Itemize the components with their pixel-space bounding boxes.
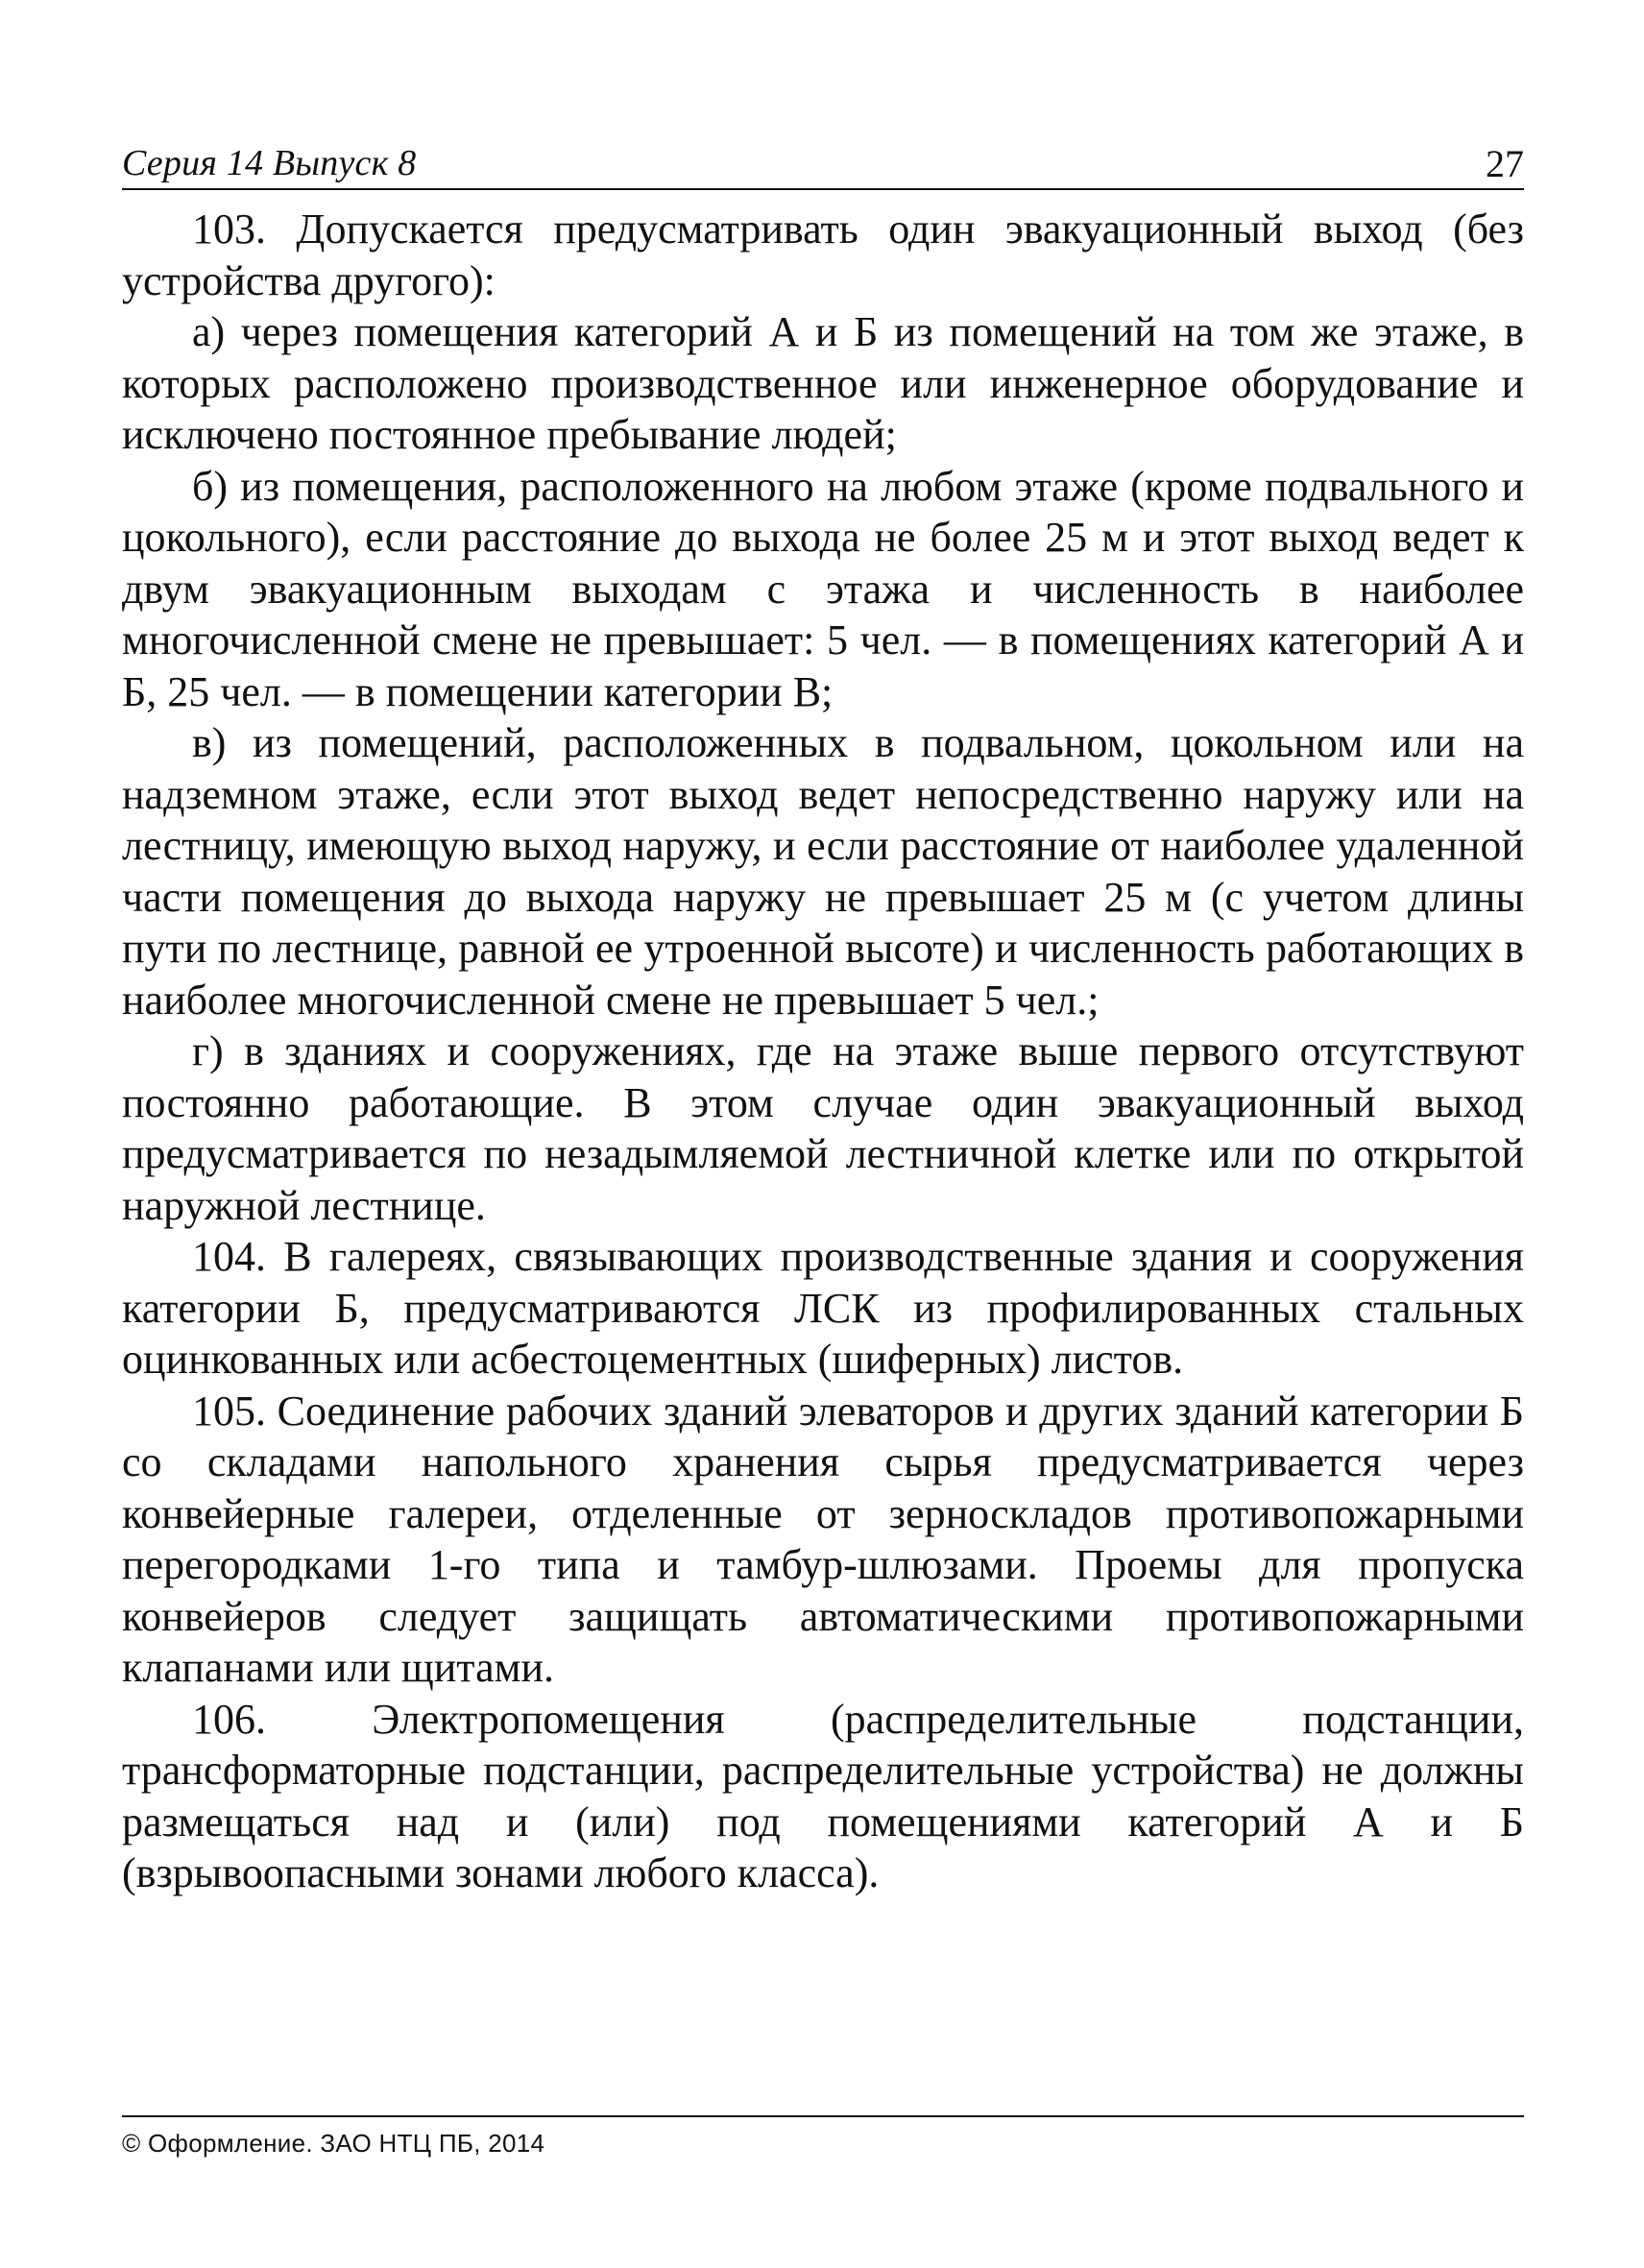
paragraph-103: 103. Допускается предусматривать один эвакуационный выход (без устройства другого): (122, 205, 1524, 304)
page-number: 27 (1486, 142, 1524, 185)
document-page (122, 134, 1524, 1899)
paragraph-104: 104. В галереях, связывающих производственные здания и сооружения категории Б, предусматриваются ЛСК из профилированных стальных оцинкованных или асбестоцементных (шиферных) листов. (122, 1233, 1524, 1383)
page-footer (122, 2115, 1524, 2159)
page-header (122, 134, 1524, 190)
paragraph-105: 105. Соединение рабочих зданий элеваторов и других зданий категории Б со складами напольного хранения сырья предусматривается через конвейерные галереи, отделенные от зерноскладов противопожарными перегородками 1-го типа и тамбур-шлюзами. Проемы для пропуска конвейеров следует защищать автоматическими противопожарными клапанами или щитами. (122, 1387, 1524, 1691)
paragraph-103-b: б) из помещения, расположенного на любом этаже (кроме подвального и цокольного), если расстояние до выхода не более 25 м и этот выход ведет к двум эвакуационным выходам с этажа и численность в наиболее многочисленной смене не превышает: 5 чел. — в помещениях категорий А и Б, 25 чел. — в помещении категории В; (122, 462, 1524, 715)
paragraph-106: 106. Электропомещения (распределительные подстанции, трансформаторные подстанции, распределительные устройства) не должны размещаться над и (или) под помещениями категорий А и Б (взрывоопасными зонами любого класса). (122, 1695, 1524, 1896)
paragraph-103-g: г) в зданиях и сооружениях, где на этаже выше первого отсутствуют постоянно работающие. В этом случае один эвакуационный выход предусматривается по незадымляемой лестничной клетке или по открытой наружной лестнице. (122, 1027, 1524, 1229)
paragraph-103-a: а) через помещения категорий А и Б из помещений на том же этаже, в которых расположено производственное или инженерное оборудование и исключено постоянное пребывание людей; (122, 308, 1524, 458)
paragraph-103-v: в) из помещений, расположенных в подвальном, цокольном или на надземном этаже, если этот выход ведет непосредственно наружу или на лестницу, имеющую выход наружу, и если расстояние от наиболее удаленной части помещения до выхода наружу не превышает 25 м (с учетом длины пути по лестнице, равной ее утроенной высоте) и численность работающих в наиболее многочисленной смене не превышает 5 чел.; (122, 719, 1524, 1024)
series-title: Серия 14 Выпуск 8 (122, 143, 417, 183)
document-body (122, 204, 1524, 1899)
copyright-notice: © Оформление. ЗАО НТЦ ПБ, 2014 (122, 2129, 545, 2158)
